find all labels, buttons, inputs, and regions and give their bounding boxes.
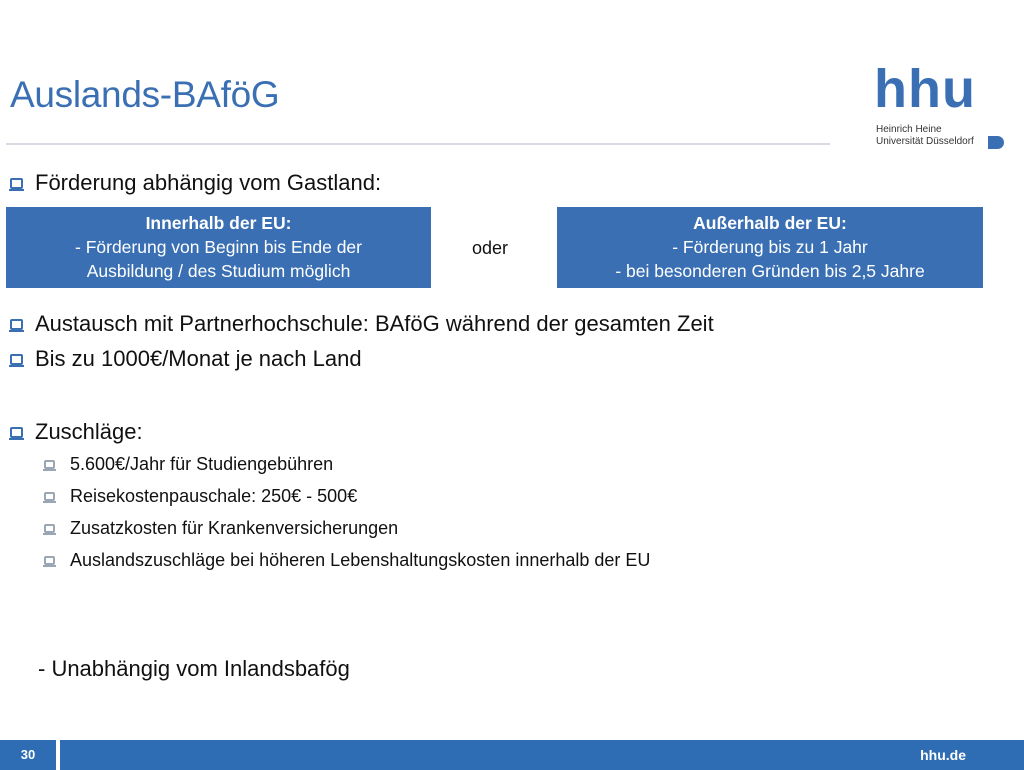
box-within-eu (6, 207, 431, 288)
logo-d-mark-icon (988, 136, 1004, 149)
footer-divider (56, 740, 60, 770)
sub-bullet-tuition (44, 454, 333, 475)
hhu-logo (874, 59, 1009, 154)
box-outside-eu (557, 207, 983, 288)
title-divider (6, 143, 830, 145)
bullet-surcharges (10, 419, 143, 445)
note-text: - Unabhängig vom Inlandsbafög (38, 656, 350, 681)
note-independent (38, 656, 350, 682)
sub-bullet-travel (44, 486, 357, 507)
bullet-monthly-amount (10, 346, 362, 372)
box-outside-eu-line-1: - Förderung bis zu 1 Jahr (672, 237, 868, 257)
page-number: 30 (0, 740, 56, 770)
checkbox-bullet-icon (10, 178, 23, 189)
sub-bullet-text: Reisekostenpauschale: 250€ - 500€ (70, 486, 358, 506)
box-outside-eu-heading: Außerhalb der EU: (693, 213, 847, 233)
checkbox-bullet-icon (44, 524, 55, 533)
checkbox-bullet-icon (44, 556, 55, 565)
bullet-funding-by-country (10, 170, 381, 196)
box-outside-eu-line-2: - bei besonderen Gründen bis 2,5 Jahre (615, 261, 925, 281)
box-within-eu-line-2: Ausbildung / des Studium möglich (86, 261, 351, 281)
checkbox-bullet-icon (44, 460, 55, 469)
logo-wordmark: hhu (874, 59, 976, 119)
bullet-text: Förderung abhängig vom Gastland: (35, 170, 382, 195)
sub-bullet-text: Auslandszuschläge bei höheren Lebenshaltungskosten innerhalb der EU (70, 550, 651, 570)
sub-bullet-insurance (44, 518, 398, 539)
footer-site-link[interactable]: hhu.de (920, 747, 966, 763)
box-within-eu-heading: Innerhalb der EU: (145, 213, 292, 233)
logo-subtitle-line-1: Heinrich Heine (876, 124, 942, 135)
logo-subtitle (876, 124, 974, 148)
logo-subtitle-line-2: Universität Düsseldorf (876, 136, 974, 147)
bullet-text: Bis zu 1000€/Monat je nach Land (35, 346, 362, 371)
checkbox-bullet-icon (44, 492, 55, 501)
bullet-partner-exchange (10, 311, 714, 337)
box-within-eu-line-1: - Förderung von Beginn bis Ende der (75, 237, 362, 257)
checkbox-bullet-icon (10, 354, 23, 365)
bullet-text: Austausch mit Partnerhochschule: BAföG während der gesamten Zeit (35, 311, 714, 336)
checkbox-bullet-icon (10, 319, 23, 330)
sub-bullet-text: 5.600€/Jahr für Studiengebühren (70, 454, 334, 474)
bullet-text: Zuschläge: (35, 419, 143, 444)
page-title: Auslands-BAföG (10, 74, 280, 115)
sub-bullet-living-costs (44, 550, 650, 571)
connector-oder: oder (472, 238, 509, 258)
checkbox-bullet-icon (10, 427, 23, 438)
sub-bullet-text: Zusatzkosten für Krankenversicherungen (70, 518, 399, 538)
footer-bar (0, 740, 1024, 770)
